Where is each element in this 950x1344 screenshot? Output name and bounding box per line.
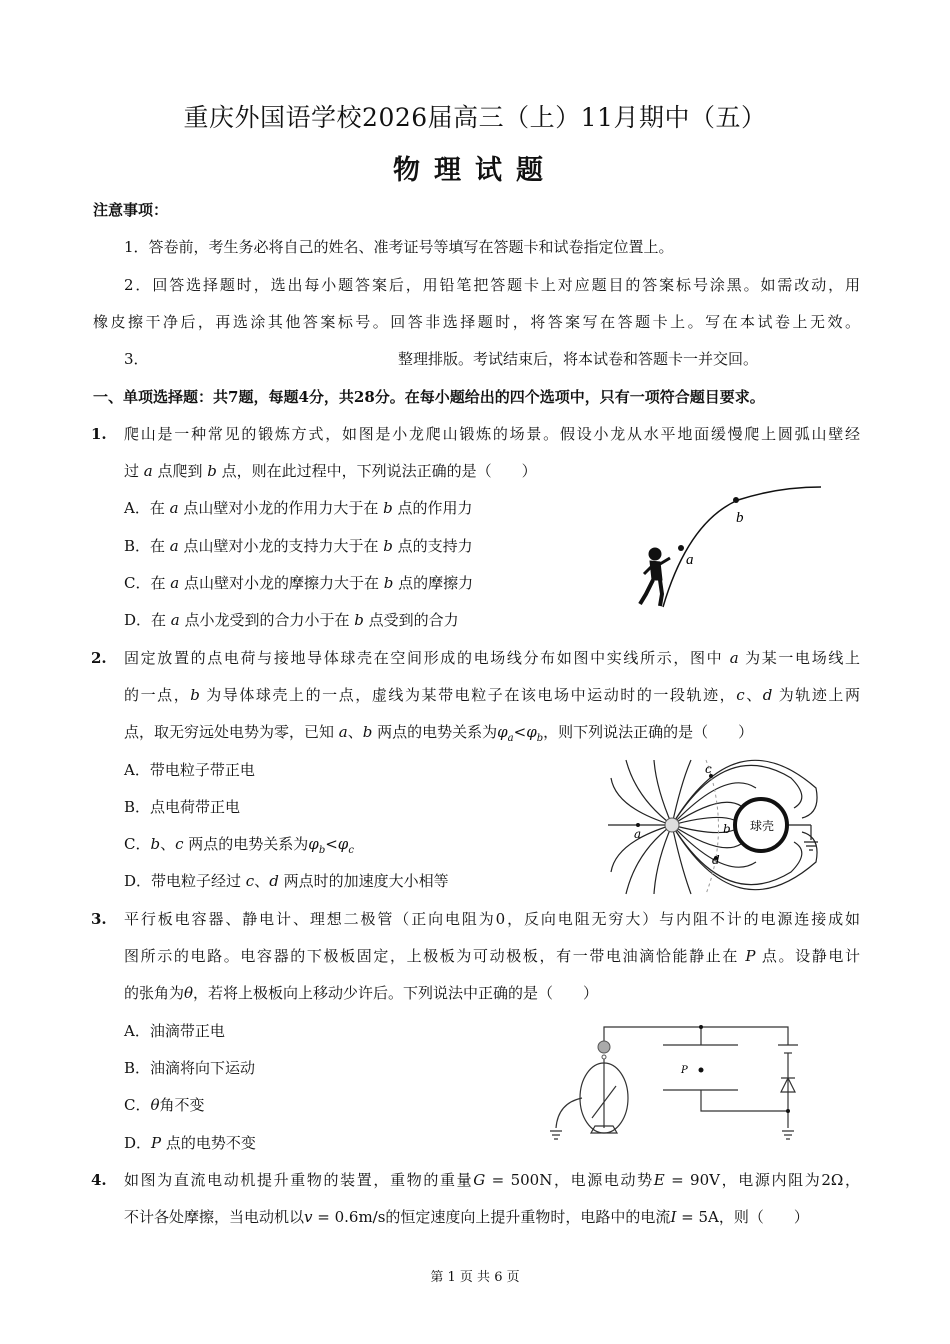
text-segment: b bbox=[383, 536, 393, 555]
exam-subtitle: 物理试题 bbox=[393, 155, 557, 186]
exam-title: 重庆外国语学校2026届高三（上）11月期中（五） bbox=[183, 103, 767, 132]
figure-climbing-arc bbox=[628, 482, 828, 612]
text-segment: b bbox=[383, 499, 393, 518]
text-segment: c bbox=[245, 872, 255, 891]
text-segment: < bbox=[513, 723, 527, 742]
text-segment: B．点电荷带正电 bbox=[124, 797, 241, 816]
text-segment: 为轨迹上两 bbox=[772, 685, 860, 704]
text-segment: A．在 bbox=[124, 499, 170, 518]
text-segment: b bbox=[536, 733, 544, 745]
text-segment: C． bbox=[124, 1096, 151, 1115]
text-segment: v bbox=[304, 1208, 313, 1227]
text-segment: b bbox=[383, 574, 394, 592]
figure-capacitor-circuit bbox=[546, 1018, 806, 1148]
answer-option bbox=[124, 1095, 205, 1115]
text-segment: 点的摩擦力 bbox=[393, 574, 474, 592]
text-segment: 点山壁对小龙的作用力大于在 bbox=[178, 499, 384, 518]
text-segment: 点。设静电计 bbox=[755, 947, 860, 965]
question-stem-line bbox=[124, 685, 860, 705]
text-segment: B．油滴将向下运动 bbox=[124, 1058, 256, 1077]
text-segment: 图所示的电路。电容器的下极板固定，上极板为可动极板，有一带电油滴恰能静止在 bbox=[124, 947, 746, 965]
text-segment: 爬山是一种常见的锻炼方式，如图是小龙爬山锻炼的场景。假设小龙从水平地面缓慢爬上圆弧山壁经 bbox=[124, 424, 860, 443]
question-number: 3. bbox=[91, 909, 107, 928]
text-segment: = 5A，则（ ） bbox=[676, 1208, 809, 1227]
text-segment: c bbox=[736, 685, 745, 704]
notice-item-2 bbox=[124, 275, 860, 295]
text-segment: C．在 bbox=[124, 574, 171, 592]
text-segment: b bbox=[362, 723, 373, 742]
label-a: a bbox=[686, 552, 694, 568]
notice-item-1 bbox=[124, 237, 674, 257]
text-segment: c bbox=[348, 845, 354, 857]
text-segment: 点，则在此过程中，下列说法正确的是（ ） bbox=[216, 462, 537, 481]
question-stem-line bbox=[124, 909, 860, 929]
answer-option bbox=[124, 610, 459, 630]
arc-wall bbox=[663, 487, 821, 607]
text-segment: D． bbox=[124, 1133, 152, 1152]
question-stem-line bbox=[124, 1170, 860, 1190]
text-segment: A．油滴带正电 bbox=[124, 1021, 225, 1040]
text-segment: c bbox=[175, 835, 184, 854]
figure-electric-field bbox=[606, 758, 826, 898]
label-b: b bbox=[736, 510, 744, 526]
text-segment: D．在 bbox=[124, 611, 171, 630]
text-segment: b bbox=[354, 611, 364, 630]
text-segment: 点爬到 bbox=[152, 462, 208, 481]
text-segment: 为导体球壳上的一点，虚线为某带电粒子在该电场中运动时的一段轨迹， bbox=[199, 685, 737, 704]
label-b: b bbox=[723, 822, 731, 836]
text-segment: A．带电粒子带正电 bbox=[124, 760, 255, 779]
point-b-marker bbox=[733, 497, 739, 503]
text-segment: φ bbox=[497, 723, 508, 742]
text-segment: 角不变 bbox=[159, 1096, 205, 1115]
text-segment: φ bbox=[526, 723, 537, 742]
text-segment: a bbox=[143, 462, 153, 481]
notice-item-3: 整理排版。考试结束后，将本试卷和答题卡一并交回。 bbox=[398, 350, 759, 369]
text-segment: ，则下列说法正确的是（ ） bbox=[543, 723, 754, 742]
text-segment: 两点的电势关系为 bbox=[183, 835, 309, 854]
text-segment: 固定放置的点电荷与接地导体球壳在空间形成的电场线分布如图中实线所示，图中 bbox=[124, 648, 730, 667]
label-d: d bbox=[712, 853, 720, 867]
text-segment: 点的支持力 bbox=[392, 536, 473, 555]
answer-option bbox=[124, 1021, 225, 1041]
text-segment: 2．回答选择题时，选出每小题答案后，用铅笔把答题卡上对应题目的答案标号涂黑。如需改动，用 bbox=[124, 275, 860, 294]
text-segment: 两点的电势关系为 bbox=[372, 723, 498, 742]
question-number: 2. bbox=[91, 648, 107, 667]
text-segment: P bbox=[151, 1133, 162, 1152]
text-segment: 橡皮擦干净后，再选涂其他答案标号。回答非选择题时，将答案写在答题卡上。写在本试卷上无效。 bbox=[93, 312, 860, 331]
text-segment: 点的电势不变 bbox=[161, 1133, 256, 1152]
question-stem-line bbox=[124, 1207, 809, 1227]
shell-label: 球壳 bbox=[750, 819, 775, 833]
text-segment: 点山壁对小龙的摩擦力大于在 bbox=[179, 574, 384, 592]
question-stem-line bbox=[124, 722, 753, 749]
text-segment: = 90V，电源内阻为2Ω， bbox=[664, 1170, 860, 1189]
answer-option bbox=[124, 1058, 255, 1078]
point-a-marker bbox=[678, 545, 684, 551]
text-segment: φ bbox=[308, 835, 319, 854]
text-segment: 的张角为 bbox=[124, 984, 185, 1003]
text-segment: b bbox=[318, 845, 326, 857]
question-stem-line bbox=[124, 424, 860, 444]
notice-item-2-cont bbox=[93, 312, 860, 332]
answer-option bbox=[124, 573, 473, 593]
text-segment: a bbox=[170, 574, 180, 592]
question-stem-line bbox=[124, 648, 860, 668]
text-segment: I bbox=[670, 1208, 677, 1227]
text-segment: B．在 bbox=[124, 536, 170, 555]
text-segment: 如图为直流电动机提升重物的装置，重物的重量 bbox=[124, 1170, 474, 1189]
text-segment: d bbox=[269, 872, 279, 891]
text-segment: a bbox=[169, 499, 179, 518]
answer-option bbox=[124, 1133, 256, 1153]
text-segment: a bbox=[338, 723, 348, 742]
text-segment: = 500N，电源电动势 bbox=[485, 1170, 654, 1189]
question-number: 1. bbox=[91, 424, 107, 443]
label-a: a bbox=[634, 827, 642, 841]
question-number: 4. bbox=[91, 1170, 107, 1189]
text-segment: G bbox=[473, 1170, 486, 1189]
section-heading: 一、单项选择题：共7题，每题4分，共28分。在每小题给出的四个选项中，只有一项符合题目要求。 bbox=[93, 387, 765, 406]
text-segment: 的一点， bbox=[124, 685, 191, 704]
answer-option bbox=[124, 760, 255, 780]
text-segment: b bbox=[207, 462, 217, 481]
text-segment: < bbox=[325, 835, 338, 854]
text-segment: b bbox=[150, 835, 161, 854]
text-segment: d bbox=[762, 685, 773, 704]
answer-option bbox=[124, 797, 240, 817]
text-segment: 、 bbox=[160, 835, 176, 854]
text-segment: 点山壁对小龙的支持力大于在 bbox=[178, 536, 384, 555]
text-segment: 点受到的合力 bbox=[363, 611, 459, 630]
text-segment: θ bbox=[150, 1096, 160, 1115]
text-segment: = 0.6m/s的恒定速度向上提升重物时，电路中的电流 bbox=[312, 1208, 671, 1227]
text-segment: a bbox=[507, 733, 514, 745]
oil-drop-p bbox=[699, 1068, 704, 1073]
text-segment: ，若将上极板向上移动少许后。下列说法中正确的是（ ） bbox=[193, 984, 599, 1003]
text-segment: C． bbox=[124, 835, 151, 854]
point-charge bbox=[665, 818, 679, 832]
notice-heading: 注意事项： bbox=[93, 201, 169, 219]
text-segment: 不计各处摩擦，当电动机以 bbox=[124, 1208, 305, 1227]
page-footer: 第 1 页 共 6 页 bbox=[430, 1270, 520, 1285]
question-stem-line bbox=[124, 983, 598, 1003]
text-segment: 过 bbox=[124, 462, 144, 481]
text-segment: φ bbox=[337, 835, 349, 854]
answer-option bbox=[124, 536, 473, 556]
text-segment: 平行板电容器、静电计、理想二极管（正向电阻为0，反向电阻无穷大）与内阻不计的电源连接成如 bbox=[124, 909, 860, 928]
question-stem-line bbox=[124, 461, 537, 481]
text-segment: 、 bbox=[254, 872, 270, 891]
text-segment: a bbox=[729, 648, 739, 667]
text-segment: P bbox=[745, 947, 756, 965]
text-segment: b bbox=[190, 685, 200, 704]
label-p: P bbox=[681, 1065, 688, 1076]
text-segment: a bbox=[170, 611, 180, 630]
text-segment: D．带电粒子经过 bbox=[124, 872, 246, 891]
text-segment: 点的作用力 bbox=[392, 499, 473, 518]
text-segment: E bbox=[653, 1170, 665, 1189]
text-segment: 1．答卷前，考生务必将自己的姓名、准考证号等填写在答题卡和试卷指定位置上。 bbox=[124, 238, 674, 257]
text-segment: 两点时的加速度大小相等 bbox=[278, 872, 449, 891]
text-segment: 、 bbox=[744, 685, 763, 704]
question-stem-line bbox=[124, 946, 860, 966]
answer-option bbox=[124, 498, 473, 518]
label-c: c bbox=[705, 762, 712, 776]
answer-option bbox=[124, 834, 354, 861]
answer-option bbox=[124, 871, 449, 891]
text-segment: a bbox=[169, 536, 179, 555]
text-segment: 、 bbox=[347, 723, 363, 742]
text-segment: 点小龙受到的合力小于在 bbox=[179, 611, 355, 630]
text-segment: θ bbox=[184, 984, 194, 1003]
text-segment: 点，取无穷远处电势为零，已知 bbox=[124, 723, 339, 742]
notice-item-3-num: 3． bbox=[124, 350, 149, 369]
text-segment: 为某一电场线上 bbox=[738, 648, 860, 667]
